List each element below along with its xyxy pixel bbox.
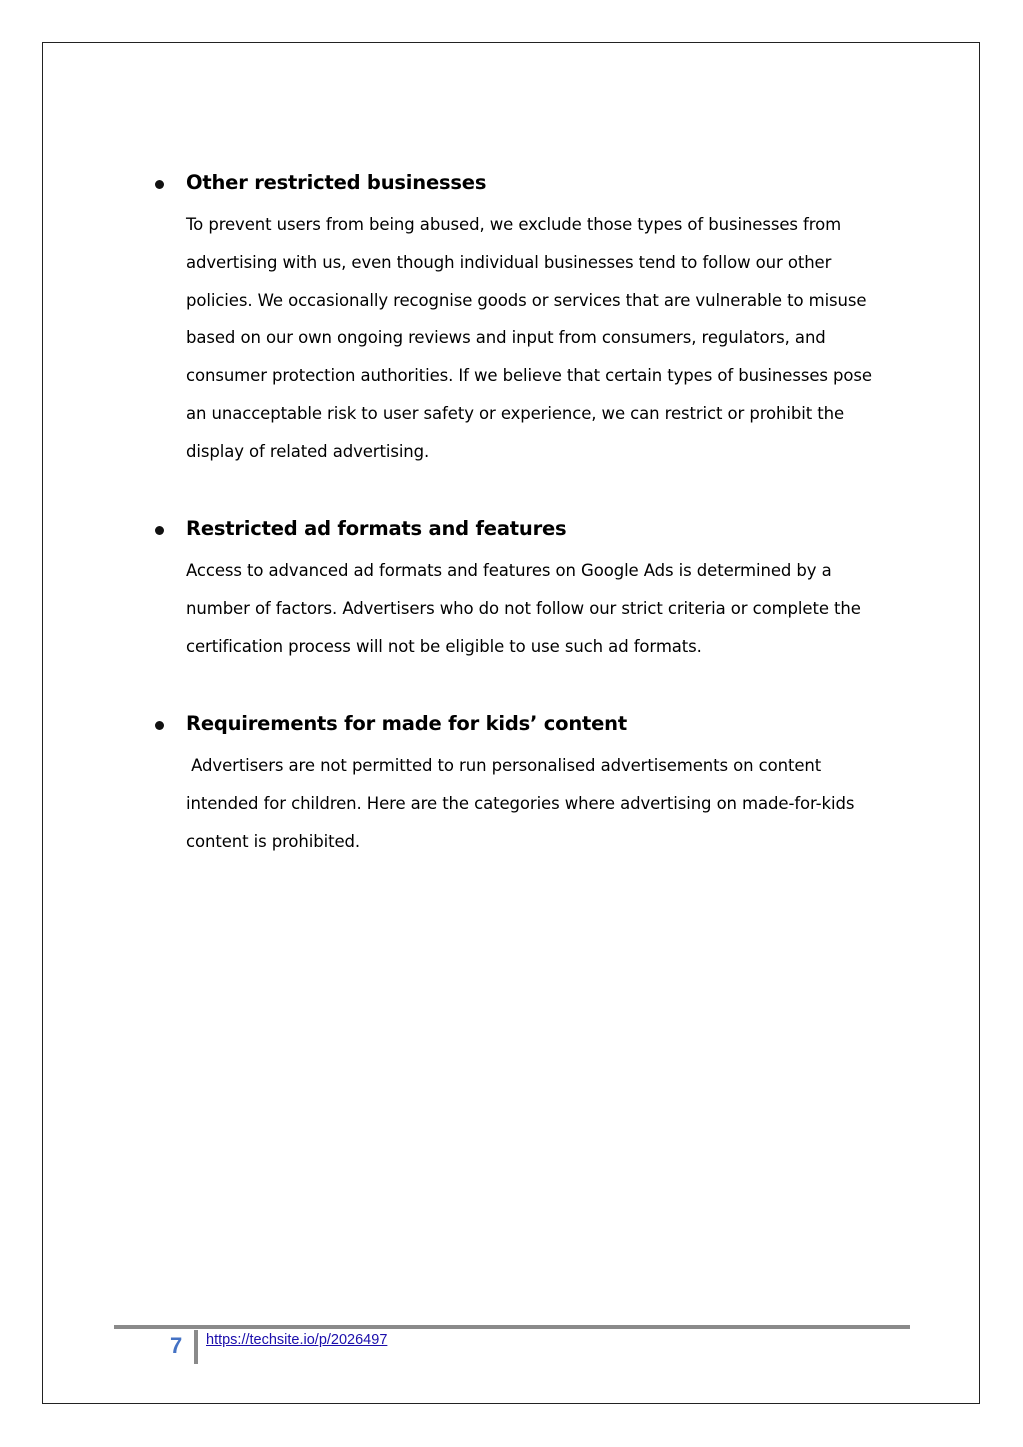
- body-line: number of factors. Advertisers who do not follow our strict criteria or complete the: [186, 598, 861, 618]
- section-heading-other-restricted-businesses: Other restricted businesses: [186, 171, 487, 194]
- body-line: Access to advanced ad formats and features on Google Ads is determined by a: [186, 561, 832, 580]
- body-line: Advertisers are not permitted to run personalised advertisements on content: [186, 756, 822, 775]
- section-body-made-for-kids: [186, 747, 906, 860]
- body-line: based on our own ongoing reviews and input from consumers, regulators, and: [186, 328, 826, 348]
- body-line: To prevent users from being abused, we exclude those types of businesses from: [186, 215, 842, 234]
- bullet-icon: [155, 526, 164, 535]
- section-body-restricted-ad-formats: [186, 552, 906, 665]
- body-line: advertising with us, even though individual businesses tend to follow our other: [186, 252, 832, 272]
- bullet-icon: [155, 180, 164, 189]
- section-heading-made-for-kids: Requirements for made for kids’ content: [186, 712, 627, 735]
- body-line: intended for children. Here are the categories where advertising on made-for-kids: [186, 793, 855, 813]
- footer-link[interactable]: https://techsite.io/p/2026497: [206, 1332, 388, 1348]
- footer-rule: [114, 1325, 910, 1329]
- body-line: policies. We occasionally recognise goods or services that are vulnerable to misuse: [186, 290, 867, 310]
- footer-divider: [194, 1330, 198, 1364]
- section-heading-restricted-ad-formats: Restricted ad formats and features: [186, 517, 567, 540]
- body-line: display of related advertising.: [186, 441, 430, 461]
- body-line: content is prohibited.: [186, 831, 361, 851]
- bullet-icon: [155, 721, 164, 730]
- page-number: 7: [170, 1333, 183, 1358]
- body-line: consumer protection authorities. If we believe that certain types of businesses pose: [186, 366, 872, 386]
- section-body-other-restricted-businesses: [186, 206, 906, 471]
- body-line: certification process will not be eligible to use such ad formats.: [186, 636, 702, 656]
- body-line: an unacceptable risk to user safety or experience, we can restrict or prohibit the: [186, 403, 845, 423]
